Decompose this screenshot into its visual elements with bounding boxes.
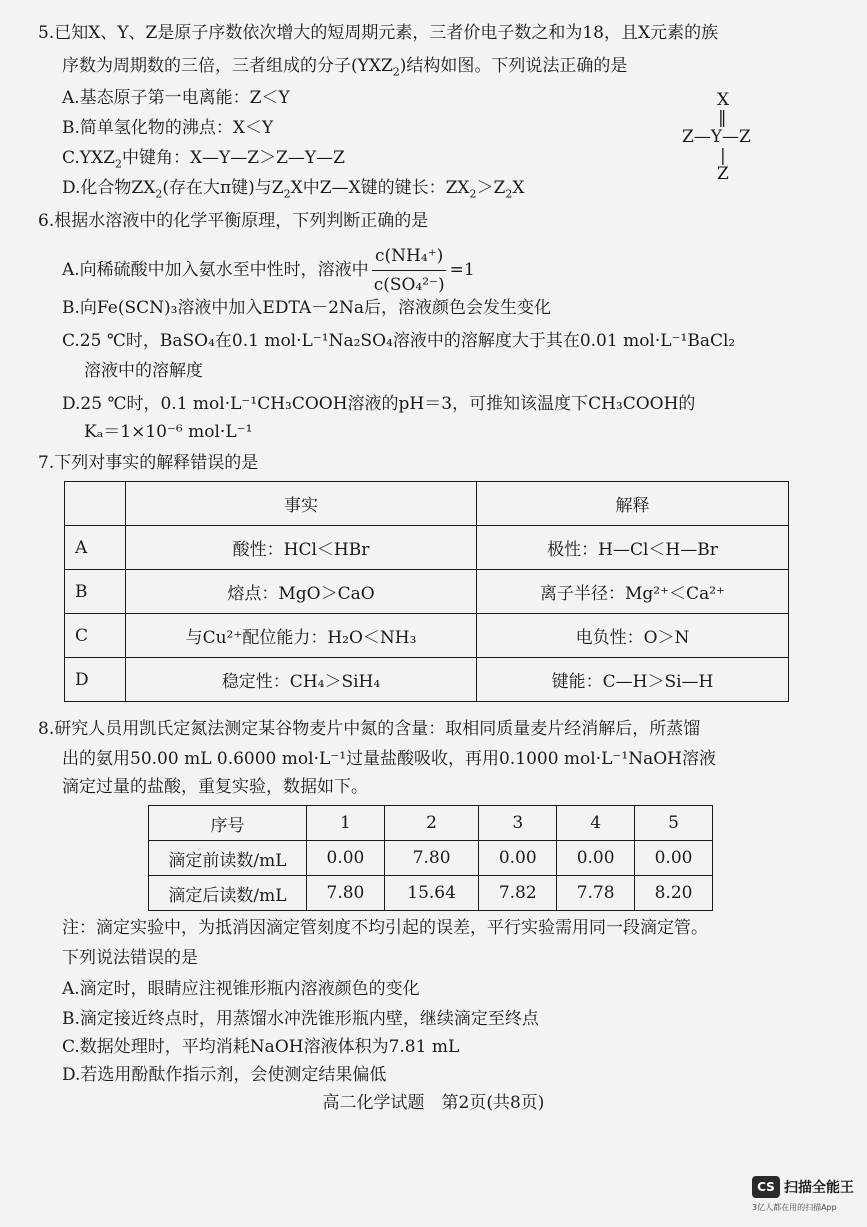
- explanation-cell: 极性：H—Cl＜H—Br: [477, 526, 789, 570]
- struct-double-bond: ‖: [718, 108, 727, 128]
- table-header-row: [149, 806, 713, 841]
- q8-stem-line2: 出的氨用50.00 mL 0.6000 mol·L⁻¹过量盐酸吸收，再用0.1000 mol·L⁻¹NaOH溶液: [62, 749, 716, 769]
- explanation-cell: 键能：C—H＞Si—H: [477, 658, 789, 702]
- struct-z-y-z: Z—Y—Z: [682, 127, 751, 147]
- ratio-fraction: $\frac{\text{c(NH₄⁺)}}{\text{c(SO₄²⁻)}}$: [371, 243, 448, 298]
- q6-option-d-line1: D.25 ℃时，0.1 mol·L⁻¹CH₃COOH溶液的pH＝3，可推知该温度下CH₃COOH的: [62, 394, 696, 414]
- q6-option-a: A.向稀硫酸中加入氨水至中性时，溶液中 $\frac{\text{c(NH₄⁺)}}{\text{c(SO₄²⁻)}}$ =1: [62, 243, 475, 298]
- q8-ask: 下列说法错误的是: [62, 948, 198, 968]
- header-trial: 1: [307, 806, 385, 841]
- q5-option-d: D.化合物$ZX_2$(存在大π键)与$Z_2X$中Z—X键的键长：$ZX_2>Z_2X$: [62, 178, 525, 201]
- reading-cell: 0.00: [635, 841, 713, 876]
- q7-stem: 7.下列对事实的解释错误的是: [38, 453, 259, 473]
- header-blank: [65, 482, 126, 526]
- table-header-row: [65, 482, 789, 526]
- q6-option-c-line2: 溶液中的溶解度: [84, 361, 203, 381]
- q8-stem-line1: 8.研究人员用凯氏定氮法测定某谷物麦片中氮的含量：取相同质量麦片经消解后，所蒸馏: [38, 719, 701, 739]
- q8-note: 注：滴定实验中，为抵消因滴定管刻度不均引起的误差，平行实验需用同一段滴定管。: [62, 918, 708, 938]
- q5-stem-line1: 5.已知X、Y、Z是原子序数依次增大的短周期元素，三者价电子数之和为18，且X元素的族: [38, 23, 719, 43]
- header-trial: 4: [557, 806, 635, 841]
- row-label: A: [65, 526, 126, 570]
- reading-cell: 7.80: [384, 841, 478, 876]
- table-row: [65, 658, 789, 702]
- row-label: C: [65, 614, 126, 658]
- table-row: [65, 570, 789, 614]
- q8-option-d: D.若选用酚酞作指示剂，会使测定结果偏低: [62, 1065, 387, 1085]
- reading-cell: 7.78: [557, 876, 635, 911]
- scanner-watermark-logo: [752, 1176, 854, 1212]
- reading-cell: 15.64: [384, 876, 478, 911]
- row-label: 滴定前读数/mL: [149, 841, 307, 876]
- header-index: 序号: [149, 806, 307, 841]
- explanation-cell: 离子半径：Mg²⁺＜Ca²⁺: [477, 570, 789, 614]
- table-row: [65, 614, 789, 658]
- struct-atom-x: X: [717, 90, 730, 110]
- header-trial: 2: [384, 806, 478, 841]
- q8-option-c: C.数据处理时，平均消耗NaOH溶液体积为7.81 mL: [62, 1037, 460, 1057]
- reading-cell: 7.82: [479, 876, 557, 911]
- row-label: B: [65, 570, 126, 614]
- reading-cell: 0.00: [479, 841, 557, 876]
- scanner-app-name: 扫描全能王: [784, 1180, 854, 1196]
- fact-cell: 熔点：MgO＞CaO: [126, 570, 477, 614]
- header-trial: 3: [479, 806, 557, 841]
- q6-option-c-line1: C.25 ℃时，BaSO₄在0.1 mol·L⁻¹Na₂SO₄溶液中的溶解度大于其在0.01 mol·L⁻¹BaCl₂: [62, 331, 736, 351]
- q6-stem: 6.根据水溶液中的化学平衡原理，下列判断正确的是: [38, 211, 429, 231]
- header-trial: 5: [635, 806, 713, 841]
- row-label: 滴定后读数/mL: [149, 876, 307, 911]
- explanation-cell: 电负性：O＞N: [477, 614, 789, 658]
- header-fact: 事实: [126, 482, 477, 526]
- q5-option-b: B.简单氢化物的沸点：X＜Y: [62, 118, 274, 138]
- q8-option-b: B.滴定接近终点时，用蒸馏水冲洗锥形瓶内壁，继续滴定至终点: [62, 1009, 539, 1029]
- q8-stem-line3: 滴定过量的盐酸，重复实验，数据如下。: [62, 777, 368, 797]
- q8-titration-table: [148, 805, 713, 911]
- struct-atom-z-bottom: Z: [717, 164, 729, 184]
- reading-cell: 0.00: [557, 841, 635, 876]
- q8-option-a: A.滴定时，眼睛应注视锥形瓶内溶液颜色的变化: [62, 979, 420, 999]
- row-label: D: [65, 658, 126, 702]
- struct-single-bond: |: [720, 146, 726, 166]
- reading-cell: 7.80: [307, 876, 385, 911]
- scanner-tagline: 3亿人都在用的扫描App: [752, 1203, 837, 1212]
- q5-option-c: $C.YXZ_2$中键角：X—Y—Z＞Z—Y—Z: [62, 148, 345, 171]
- table-row: [149, 876, 713, 911]
- table-row: [65, 526, 789, 570]
- cs-logo-icon: CS: [752, 1176, 780, 1198]
- reading-cell: 0.00: [307, 841, 385, 876]
- header-explanation: 解释: [477, 482, 789, 526]
- q6-option-b: B.向Fe(SCN)₃溶液中加入EDTA－2Na后，溶液颜色会发生变化: [62, 298, 551, 318]
- q5-option-a: A.基态原子第一电离能：Z＜Y: [62, 88, 290, 108]
- yxz2-structure-diagram: [682, 90, 772, 190]
- fact-cell: 酸性：HCl＜HBr: [126, 526, 477, 570]
- reading-cell: 8.20: [635, 876, 713, 911]
- page-footer: 高二化学试题 第2页(共8页): [322, 1093, 545, 1113]
- q7-table: [64, 481, 789, 702]
- table-row: [149, 841, 713, 876]
- q5-stem-line2: 序数为周期数的三倍，三者组成的分子$(YXZ_2)$结构如图。下列说法正确的是: [62, 56, 628, 79]
- fact-cell: 稳定性：CH₄＞SiH₄: [126, 658, 477, 702]
- fact-cell: 与Cu²⁺配位能力：H₂O＜NH₃: [126, 614, 477, 658]
- q6-option-d-line2: Kₐ＝1×10⁻⁶ mol·L⁻¹: [84, 422, 253, 442]
